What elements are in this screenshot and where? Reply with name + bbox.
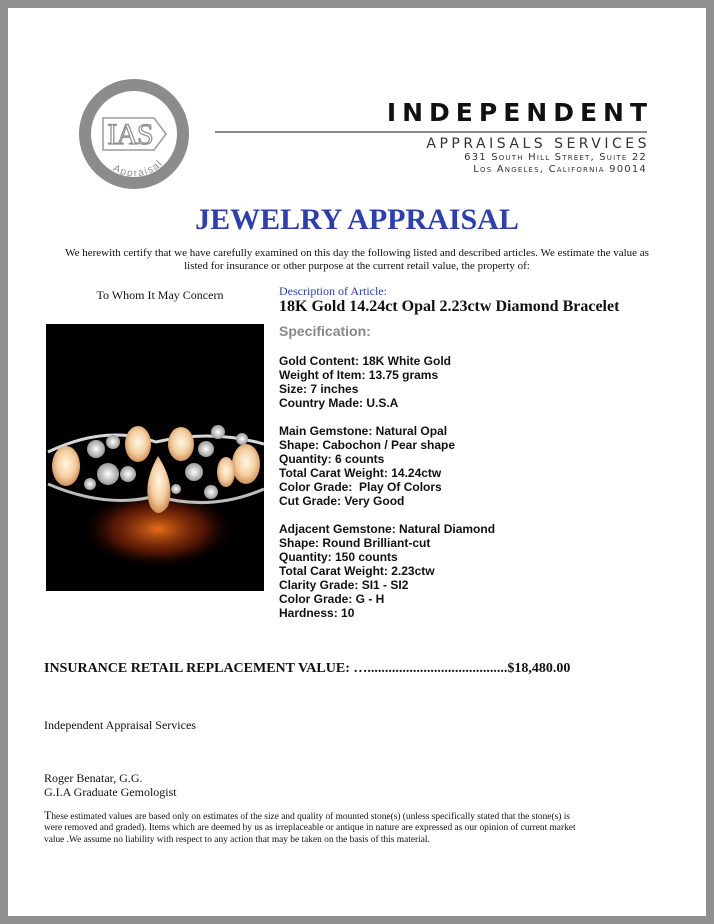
company-name: INDEPENDENT bbox=[386, 98, 653, 127]
company-address-line1: 631 South Hill Street, Suite 22 bbox=[464, 152, 647, 163]
company-subtitle: APPRAISALS SERVICES bbox=[426, 136, 650, 152]
spec-line: Total Carat Weight: 14.24ctw bbox=[279, 466, 442, 480]
specification-list bbox=[279, 354, 495, 634]
spec-line: Gold Content: 18K White Gold bbox=[279, 354, 451, 368]
header-divider bbox=[215, 131, 647, 133]
spec-group-main-gemstone bbox=[279, 424, 495, 508]
spec-line: Hardness: 10 bbox=[279, 606, 355, 620]
logo-ring-text: Appraisal bbox=[111, 157, 166, 180]
recipient: To Whom It May Concern bbox=[96, 288, 224, 302]
signer-name: Roger Benatar, G.G. bbox=[44, 771, 143, 785]
spec-line: Shape: Cabochon / Pear shape bbox=[279, 438, 456, 452]
company-header bbox=[215, 98, 653, 176]
spec-line: Color Grade: G - H bbox=[279, 592, 385, 606]
spec-line: Main Gemstone: Natural Opal bbox=[279, 424, 448, 438]
spec-line: Color Grade: Play Of Colors bbox=[279, 480, 442, 494]
spec-line: Quantity: 150 counts bbox=[279, 550, 398, 564]
description-label: Description of Article: bbox=[279, 284, 387, 298]
spec-line: Country Made: U.S.A bbox=[279, 396, 399, 410]
spec-line: Weight of Item: 13.75 grams bbox=[279, 368, 439, 382]
disclaimer-first-letter: T bbox=[44, 808, 52, 822]
certification-text: We herewith certify that we have carefully examined on this day the following listed and described articles. We estimate the value as listed for insurance or other purpose at the current retail value, the property of: bbox=[65, 247, 649, 272]
logo-initials: IAS bbox=[107, 118, 153, 151]
spec-line: Quantity: 6 counts bbox=[279, 452, 385, 466]
spec-line: Total Carat Weight: 2.23ctw bbox=[279, 564, 435, 578]
insurance-value: INSURANCE RETAIL REPLACEMENT VALUE: …........................................$18,480.00 bbox=[44, 661, 571, 676]
disclaimer-text: hese estimated values are based only on estimates of the size and quality of mounted stone(s) (unless specifically stated that the stone(s) is were removed and graded). Items which are deemed by us as irreplaceable or antique in nature are expressed as our opinion of current market value .We assume no liability with respect to any action that may be taken on the basis of this material. bbox=[44, 812, 576, 845]
spec-group-adjacent-gemstone bbox=[279, 522, 495, 620]
spec-line: Adjacent Gemstone: Natural Diamond bbox=[279, 522, 496, 536]
bracelet-photo bbox=[46, 324, 264, 591]
footer-company: Independent Appraisal Services bbox=[44, 718, 196, 732]
spec-line: Size: 7 inches bbox=[279, 382, 359, 396]
spec-line: Cut Grade: Very Good bbox=[279, 494, 405, 508]
signature-block bbox=[44, 771, 177, 799]
item-title: 18K Gold 14.24ct Opal 2.23ctw Diamond Bracelet bbox=[279, 298, 620, 315]
spec-line: Clarity Grade: SI1 - SI2 bbox=[279, 578, 409, 592]
spec-group-metal bbox=[279, 354, 495, 410]
signer-credential: G.I.A Graduate Gemologist bbox=[44, 785, 177, 799]
ias-logo bbox=[78, 78, 190, 190]
company-address-line2: Los Angeles, California 90014 bbox=[473, 164, 647, 175]
spec-line: Shape: Round Brilliant-cut bbox=[279, 536, 431, 550]
specification-heading: Specification: bbox=[279, 323, 371, 339]
document-title: JEWELRY APPRAISAL bbox=[195, 203, 519, 236]
disclaimer bbox=[44, 810, 584, 846]
